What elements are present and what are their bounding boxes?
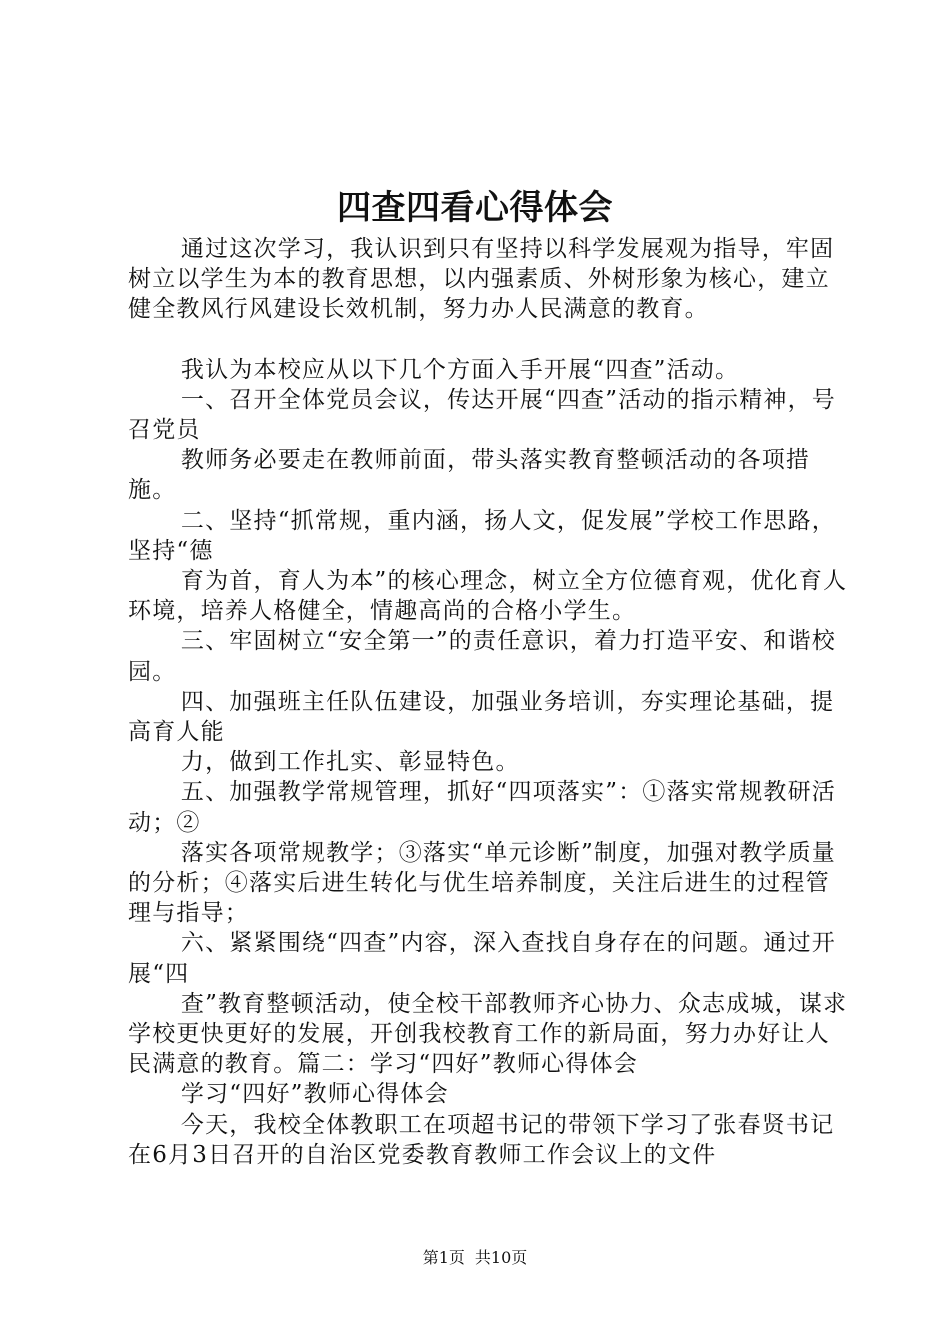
document-body (128, 234, 848, 1170)
page-total: 共10页 (474, 1248, 528, 1267)
page-footer (0, 1247, 950, 1269)
paragraph: 我认为本校应从以下几个方面入手开展“四查”活动。 (180, 356, 740, 383)
paragraph: 四、加强班主任队伍建设，加强业务培训，夯实理论基础，提高育人能 (128, 688, 835, 746)
page-number: 第1页 (422, 1248, 465, 1267)
paragraph: 二、坚持“抓常规，重内涵，扬人文，促发展”学校工作思路，坚持“德 (128, 507, 837, 564)
paragraph: 通过这次学习，我认识到只有坚持以科学发展观为指导，牢固树立以学生为本的教育思想，以内强素质、外树形象为核心，建立健全教风行风建设长效机制，努力办人民满意的教育。 (128, 236, 835, 323)
paragraph: 查”教育整顿活动，使全校干部教师齐心协力、众志成城，谋求学校更快更好的发展，开创我校教育工作的新局面，努力办好让人民满意的教育。篇二：学习“四好”教师心得体会 (128, 990, 848, 1078)
paragraph: 力，做到工作扎实、彰显特色。 (180, 749, 520, 776)
paragraph: 今天，我校全体教职工在项超书记的带领下学习了张春贤书记在6月3日召开的自治区党委教育教师工作会议上的文件 (128, 1111, 835, 1168)
paragraph: 学习“四好”教师心得体会 (180, 1081, 449, 1108)
paragraph: 落实各项常规教学；③落实“单元诊断”制度，加强对教学质量的分析；④落实后进生转化与优生培养制度，关注后进生的过程管理与指导； (128, 839, 837, 927)
paragraph: 育为首，育人为本”的核心理念，树立全方位德育观，优化育人环境，培养人格健全，情趣高尚的合格小学生。 (128, 568, 848, 625)
paragraph: 三、牢固树立“安全第一”的责任意识，着力打造平安、和谐校园。 (128, 628, 837, 685)
paragraph: 一、召开全体党员会议，传达开展“四查”活动的指示精神，号召党员 (128, 386, 837, 444)
paragraph: 六、紧紧围绕“四查”内容，深入查找自身存在的问题。通过开展“四 (128, 930, 837, 987)
paragraph: 教师务必要走在教师前面，带头落实教育整顿活动的各项措施。 (128, 447, 811, 504)
paragraph: 五、加强教学常规管理，抓好“四项落实”：①落实常规教研活动；② (128, 779, 837, 836)
document-title: 四查四看心得体会 (337, 188, 613, 228)
